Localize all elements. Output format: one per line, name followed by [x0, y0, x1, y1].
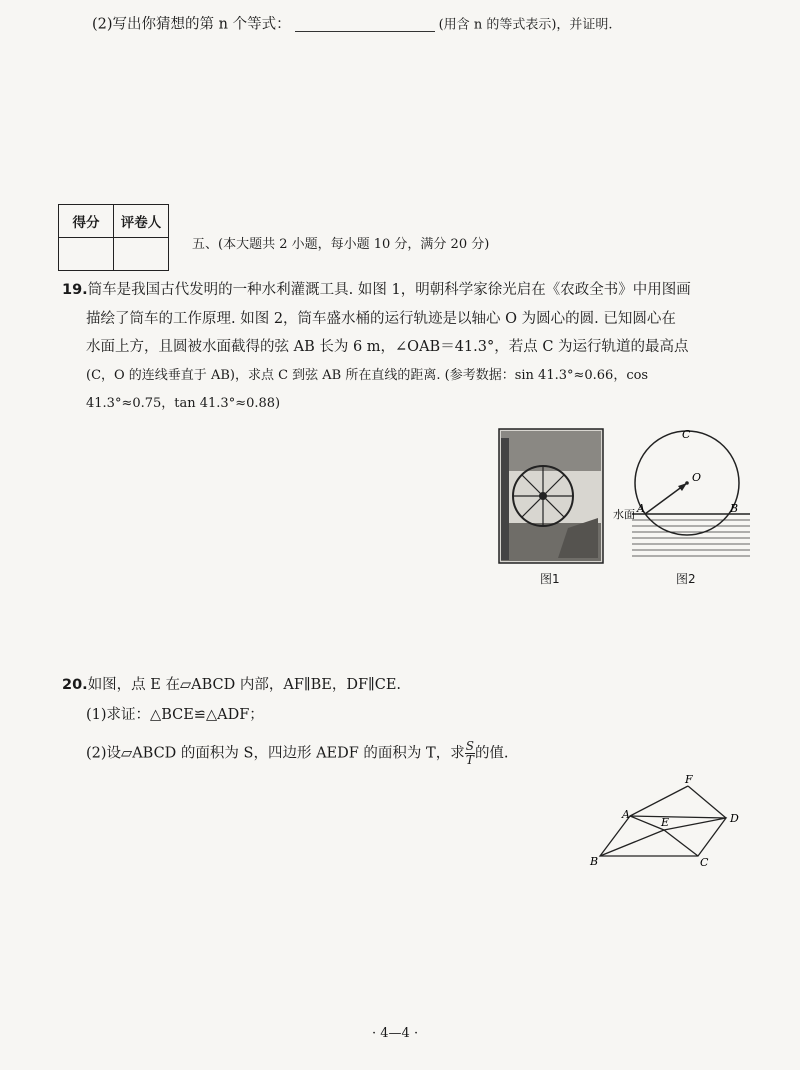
q20-stem-text: 如图，点 E 在▱ABCD 内部，AF∥BE，DF∥CE. — [87, 677, 402, 693]
fig2-arrow — [678, 483, 687, 491]
score-table — [58, 204, 169, 271]
segment-ED — [664, 818, 726, 830]
score-header: 得分 — [59, 205, 114, 238]
grader-cell — [114, 238, 169, 271]
fig2-caption: 图2 — [676, 572, 696, 586]
page-number: · 4—4 · — [372, 1026, 419, 1041]
q20-figure — [588, 772, 748, 872]
part2-suffix: (用含 n 的等式表示)，并证明. — [438, 17, 613, 33]
q19-line-1 — [62, 283, 691, 298]
score-cell — [59, 238, 114, 271]
q19-line-4: (C，O 的连线垂直于 AB)，求点 C 到弦 AB 所在直线的距离. (参考数据：sin 41.3°≈0.66，cos — [86, 368, 649, 383]
fig2-label-B: B — [730, 502, 739, 515]
segment-EC — [664, 830, 698, 856]
fig2-label-A: A — [637, 502, 645, 515]
q19-figure-1 — [498, 428, 604, 564]
fig1-post — [501, 438, 509, 560]
q19-line-3: 水面上方，且圆被水面截得的弦 AB 长为 6 m，∠OAB＝41.3°，若点 C 为运行轨道的最高点 — [86, 339, 689, 355]
q20-frac-num: S — [465, 739, 474, 753]
q19-line-5: 41.3°≈0.75，tan 41.3°≈0.88) — [86, 396, 281, 411]
q20-number: 20. — [62, 677, 88, 693]
q19-figure-2 — [612, 428, 752, 568]
fig2-water — [632, 520, 750, 556]
fig1-hillside — [501, 431, 601, 471]
q19-line-2: 描绘了筒车的工作原理. 如图 2，筒车盛水桶的运行轨迹是以轴心 O 为圆心的圆. 已知圆心在 — [86, 311, 676, 327]
part2-line — [92, 17, 613, 32]
segment-FD — [688, 786, 726, 818]
fig20-label-B: B — [590, 855, 599, 868]
q20-part1: (1)求证：△BCE≌△ADF； — [86, 707, 264, 723]
fig20-label-D: D — [730, 812, 739, 825]
fig2-label-water: 水面 — [613, 508, 635, 521]
fig20-label-E: E — [661, 816, 670, 829]
fig20-label-A: A — [622, 808, 630, 821]
part2-prefix: (2)写出你猜想的第 n 个等式： — [92, 16, 291, 33]
segment-AF — [630, 786, 688, 816]
q19-number: 19. — [62, 282, 88, 298]
q20-frac-den: T — [465, 753, 474, 768]
q20-part2-prefix: (2)设▱ABCD 的面积为 S，四边形 AEDF 的面积为 T，求 — [86, 745, 465, 762]
q20-fraction — [465, 740, 475, 767]
fig2-label-C: C — [682, 428, 691, 441]
fig20-label-C: C — [700, 856, 709, 869]
fig2-label-O: O — [692, 471, 702, 484]
fig2-center-point — [685, 481, 689, 485]
grader-header: 评卷人 — [114, 205, 169, 238]
q19-text-1: 筒车是我国古代发明的一种水利灌溉工具. 如图 1，明朝科学家徐光启在《农政全书》中用图画 — [87, 282, 691, 298]
q20-part2-suffix: 的值. — [474, 745, 509, 762]
fig1-caption: 图1 — [540, 572, 560, 586]
q20-stem — [62, 678, 401, 693]
section-title: 五、(本大题共 2 小题，每小题 10 分，满分 20 分) — [192, 237, 490, 252]
segment-AE — [630, 816, 664, 830]
fig1-spokes — [513, 466, 573, 526]
q20-part2 — [86, 740, 509, 767]
answer-blank — [295, 17, 435, 32]
fig20-label-F: F — [685, 773, 693, 786]
